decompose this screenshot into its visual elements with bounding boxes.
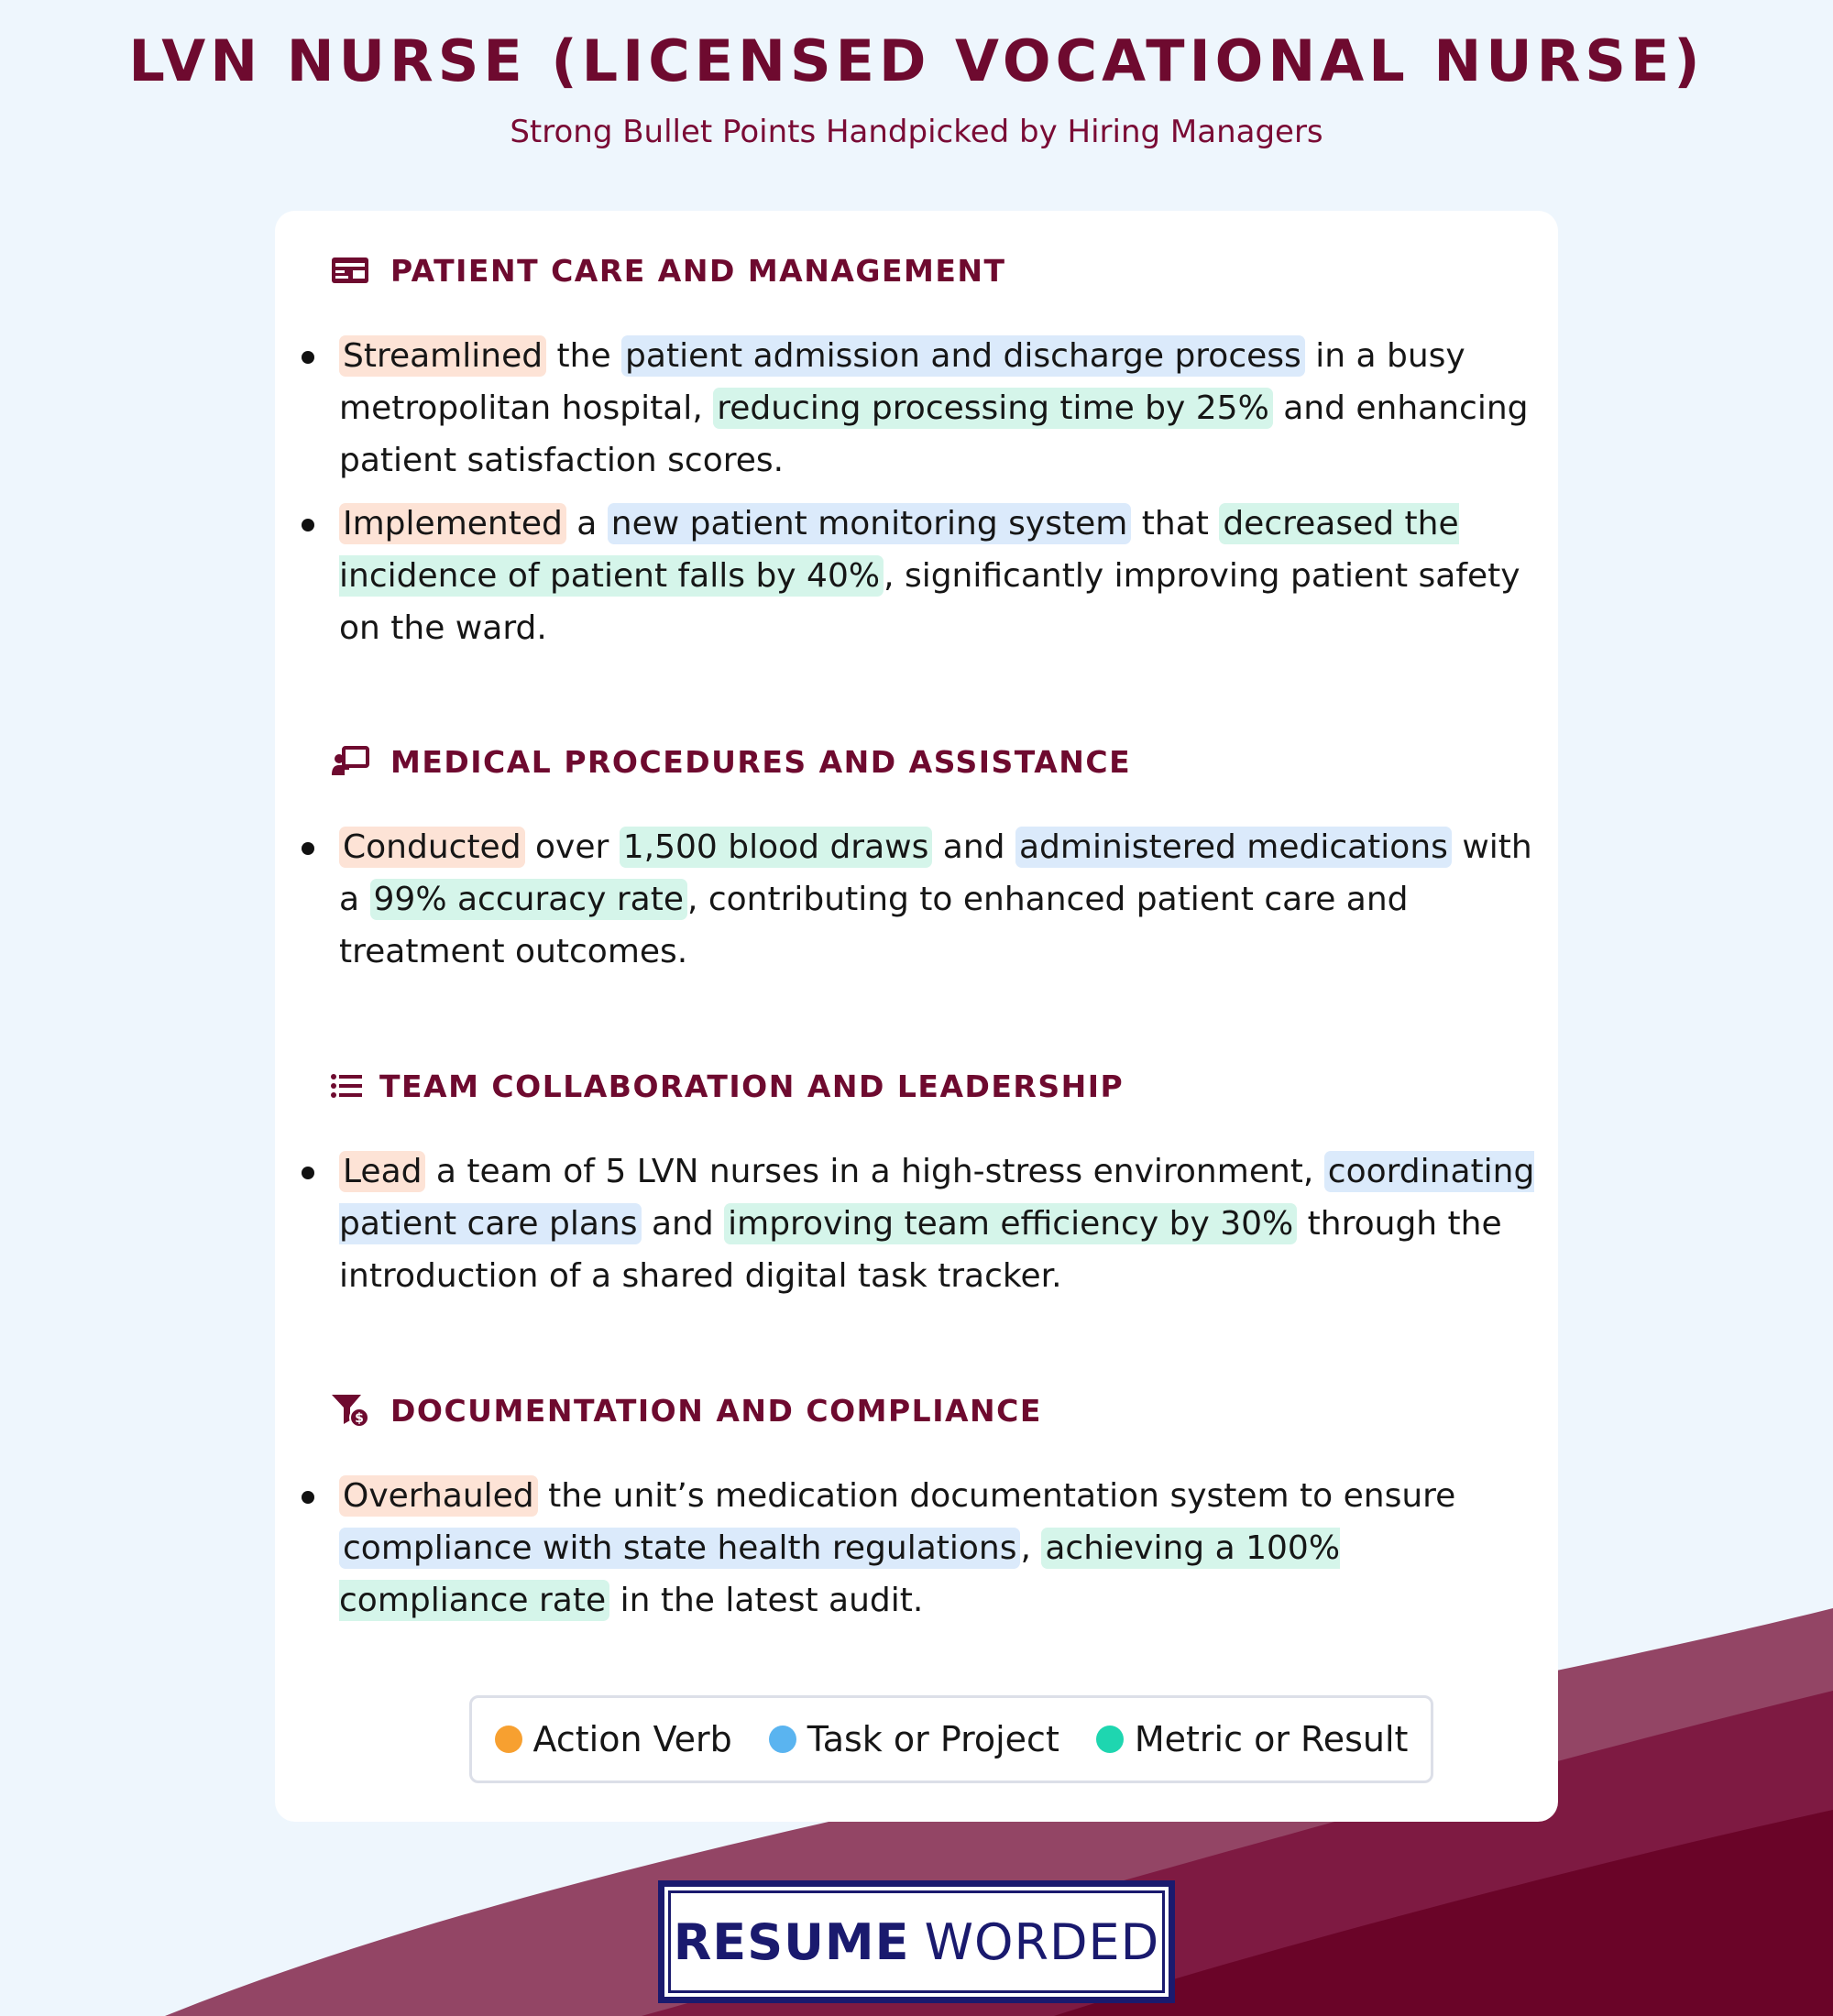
id-card-icon — [330, 250, 370, 290]
bullet-text: and — [641, 1205, 725, 1243]
legend-label: Task or Project — [807, 1719, 1059, 1759]
svg-text:$: $ — [355, 1411, 364, 1426]
legend-item-metric-or-result — [1096, 1719, 1409, 1759]
metric-or-result: improving team efficiency by 30% — [724, 1203, 1297, 1244]
section-header — [330, 1063, 1540, 1109]
bullet-list — [330, 821, 1540, 978]
bullet-points-card — [275, 211, 1558, 1822]
bullet-text: a — [565, 505, 608, 542]
brand-regular-word: WORDED — [924, 1912, 1160, 1971]
action-verb: Implemented — [339, 503, 566, 544]
task-or-project: compliance with state health regulations — [339, 1528, 1020, 1569]
section-title: TEAM COLLABORATION AND LEADERSHIP — [379, 1068, 1125, 1104]
section-title: DOCUMENTATION AND COMPLIANCE — [390, 1392, 1042, 1429]
task-or-project: new patient monitoring system — [608, 503, 1132, 544]
bullet-list — [330, 330, 1540, 654]
task-or-project: patient admission and discharge process — [621, 335, 1305, 377]
legend-dot — [1096, 1726, 1124, 1753]
metric-or-result: 99% accuracy rate — [370, 879, 687, 920]
legend-item-action-verb — [495, 1719, 732, 1759]
bullet-dot — [302, 351, 314, 364]
section-title: MEDICAL PROCEDURES AND ASSISTANCE — [390, 743, 1132, 780]
bullet-text: and enhancing patient satisfaction scores. — [339, 389, 1529, 479]
action-verb: Conducted — [339, 827, 525, 868]
bullet-list — [330, 1470, 1540, 1627]
bullet-text: , contributing to enhanced patient care and treatment outcomes. — [339, 881, 1409, 970]
section-header — [330, 1387, 1540, 1433]
list-icon — [330, 1066, 363, 1106]
section-documentation — [330, 1387, 1540, 1638]
bullet-dot — [302, 519, 314, 531]
bullet-text: in the latest audit. — [609, 1582, 924, 1619]
bullet-item — [334, 821, 1540, 978]
bullet-text: through the introduction of a shared digital task tracker. — [339, 1205, 1502, 1295]
bullet-text: , — [1020, 1529, 1042, 1567]
metric-or-result: achieving a 100% compliance rate — [339, 1529, 1341, 1619]
legend-dot — [769, 1726, 796, 1753]
bullet-text: in a busy metropolitan hospital, — [339, 337, 1465, 427]
section-header — [330, 247, 1540, 293]
page-subtitle: Strong Bullet Points Handpicked by Hiring Managers — [510, 114, 1323, 150]
bullet-text: the — [546, 337, 622, 375]
action-verb: Overhauled — [339, 1475, 538, 1517]
legend-item-task-or-project — [769, 1719, 1059, 1759]
legend-label: Metric or Result — [1134, 1719, 1409, 1759]
section-team-collaboration — [330, 1063, 1540, 1313]
bullet-item — [334, 1145, 1540, 1302]
bullet-text: the unit’s medication documentation system to ensure — [537, 1477, 1456, 1515]
legend-dot — [495, 1726, 522, 1753]
section-header — [330, 739, 1540, 784]
metric-or-result: reducing processing time by 25% — [713, 388, 1273, 429]
bullet-text: with a — [339, 828, 1532, 918]
metric-or-result: 1,500 blood draws — [620, 827, 933, 868]
brand-text — [674, 1913, 1160, 1971]
task-or-project: coordinating patient care plans — [339, 1153, 1535, 1243]
bullet-text: that — [1131, 505, 1220, 542]
brand-bold-word: RESUME — [673, 1912, 910, 1971]
highlight-legend — [469, 1695, 1433, 1783]
bullet-list — [330, 1145, 1540, 1302]
action-verb: Streamlined — [339, 335, 546, 377]
bullet-text: , significantly improving patient safety on the ward. — [339, 557, 1520, 647]
bullet-dot — [302, 1491, 314, 1504]
task-or-project: administered medications — [1015, 827, 1452, 868]
section-medical-procedures — [330, 739, 1540, 989]
legend-label: Action Verb — [532, 1719, 732, 1759]
page-title: LVN NURSE (LICENSED VOCATIONAL NURSE) — [128, 27, 1705, 94]
resume-worded-logo[interactable] — [658, 1880, 1175, 2003]
metric-or-result: decreased the incidence of patient falls by 40% — [339, 505, 1459, 595]
funnel-dollar-icon — [330, 1390, 370, 1430]
presenter-icon — [330, 741, 370, 782]
bullet-dot — [302, 842, 314, 855]
bullet-item — [334, 498, 1540, 654]
bullet-dot — [302, 1167, 314, 1179]
bullet-text: and — [932, 828, 1015, 866]
section-patient-care — [330, 247, 1540, 665]
action-verb: Lead — [339, 1151, 425, 1192]
bullet-item — [334, 1470, 1540, 1627]
bullet-text: over — [524, 828, 620, 866]
bullet-text: a team of 5 LVN nurses in a high-stress environment, — [425, 1153, 1324, 1190]
section-title: PATIENT CARE AND MANAGEMENT — [390, 252, 1006, 289]
bullet-item — [334, 330, 1540, 487]
